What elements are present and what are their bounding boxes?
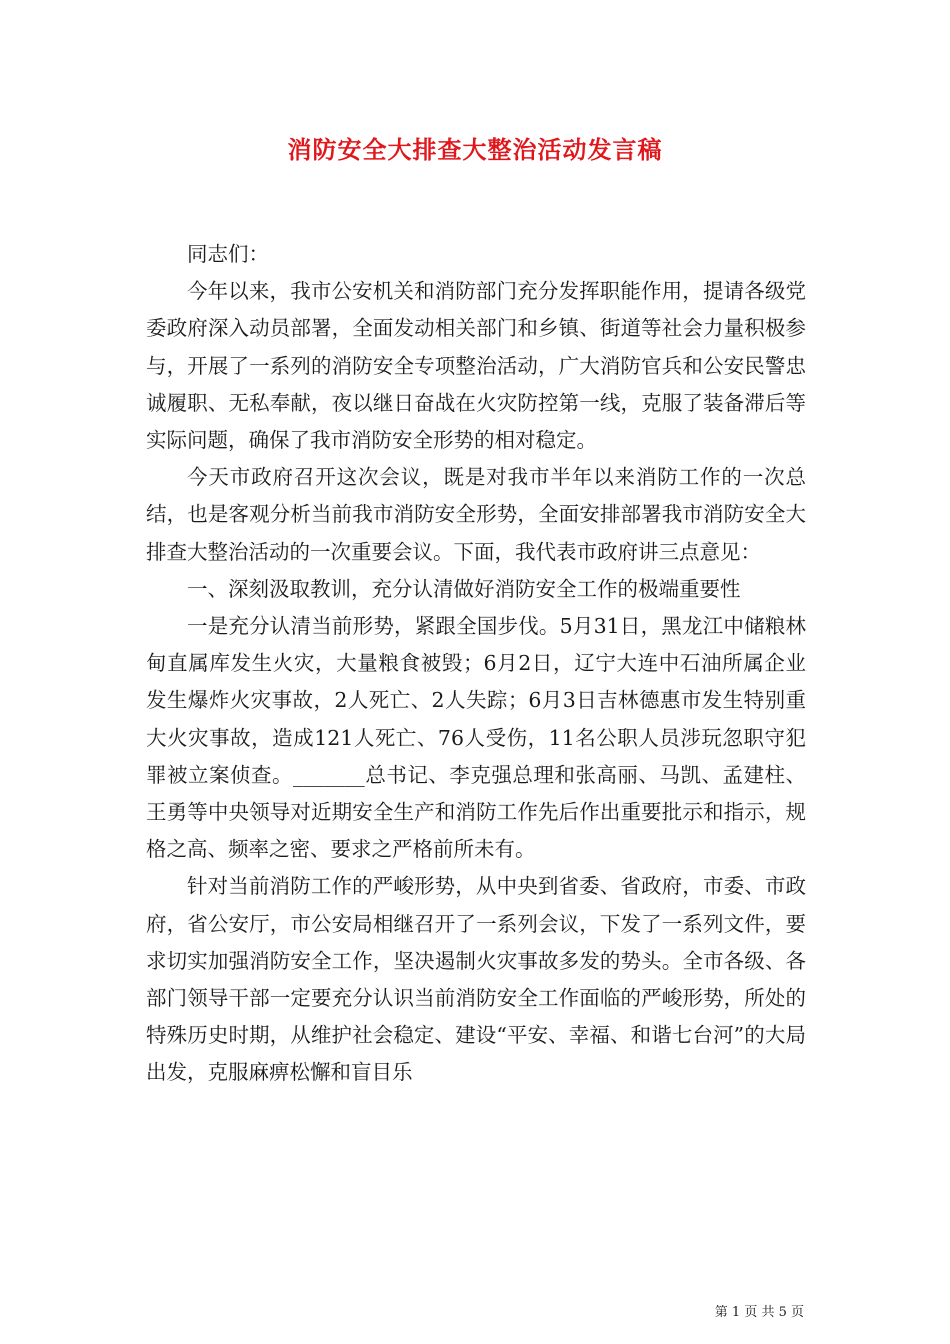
paragraph-meeting: 今天市政府召开这次会议，既是对我市半年以来消防工作的一次总结，也是客观分析当前我市消防安全形势，全面安排部署我市消防安全大排查大整治活动的一次重要会议。下面，我代表市政府讲三点意见： — [146, 465, 806, 564]
paragraph-situation: 一是充分认清当前形势，紧跟全国步伐。5月31日，黑龙江中储粮林甸直属库发生火灾，大量粮食被毁；6月2日，辽宁大连中石油所属企业发生爆炸火灾事故，2人死亡、2人失踪；6月3日吉林德惠市发生特别重大火灾事故，造成121人死亡、76人受伤，11名公职人员涉玩忽职守犯罪被立案侦查。_______总书记、李克强总理和张高丽、马凯、孟建柱、王勇等中央领导对近期安全生产和消防工作先后作出重要批示和指示，规格之高、频率之密、要求之严格前所未有。 — [146, 614, 806, 862]
page-footer: 第 1 页 共 5 页 — [714, 1305, 804, 1320]
paragraph-response: 针对当前消防工作的严峻形势，从中央到省委、省政府，市委、市政府，省公安厅，市公安局相继召开了一系列会议，下发了一系列文件，要求切实加强消防安全工作，坚决遏制火灾事故多发的势头。全市各级、各部门领导干部一定要充分认识当前消防安全工作面临的严峻形势，所处的特殊历史时期，从维护社会稳定、建设“平安、幸福、和谐七台河”的大局出发，克服麻痹松懈和盲目乐 — [146, 874, 806, 1085]
salutation: 同志们： — [187, 242, 269, 266]
document-body — [146, 236, 806, 1092]
paragraph-intro: 今年以来，我市公安机关和消防部门充分发挥职能作用，提请各级党委政府深入动员部署，全面发动相关部门和乡镇、街道等社会力量积极参与，开展了一系列的消防安全专项整治活动，广大消防官兵和公安民警忠诚履职、无私奉献，夜以继日奋战在火灾防控第一线，克服了装备滞后等实际问题，确保了我市消防安全形势的相对稳定。 — [146, 279, 806, 453]
document-title: 消防安全大排查大整治活动发言稿 — [287, 135, 663, 164]
section-heading-one: 一、深刻汲取教训，充分认清做好消防安全工作的极端重要性 — [187, 576, 741, 601]
